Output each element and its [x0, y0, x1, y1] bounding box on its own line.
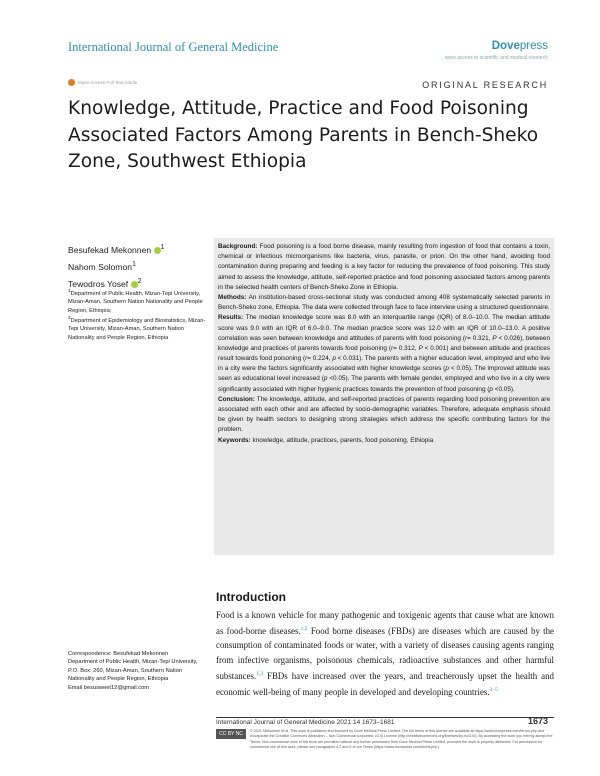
- email-link[interactable]: Email besusweet12@gmail.com: [68, 684, 150, 691]
- introduction-text: Food is a known vehicle for many pathogenic and toxigenic agents that cause what are known as food-borne diseases.$^{1,2}$ Food borne diseases (FBDs) are diseases which are caused by the consumption of contaminated foods or water, with a variety of diseases causing agents ranging from infective organisms, poisonous chemicals, radioactive substances and other harmful substances.$^{1,3}$ FBDs have increased over the years, and treacherously upset the health and economic well-being of many people in developed and developing countries.$^{3-5}$: [216, 610, 554, 697]
- license-text: © 2021 Mekonnen et al. This work is published and licensed by Dove Medical Press Limited. The full terms of this license are available at https://www.dovepress.com/terms.php and incorporate the Creative Commons Attribution – Non Commercial (unported, v3.0) License (http://creativecommons.org/licenses/by-nc/3.0/). By accessing the work you hereby accept the Terms. Non-commercial uses of the work are permitted without any further permission from Dove Medical Press Limited, provided the work is properly attributed. For permission for commercial use of this work, please see paragraphs 4.2 and 5 of our Terms (https://www.dovepress.com/terms.php).: [250, 729, 553, 750]
- abstract-keywords: Keywords: knowledge, attitude, practices, parents, food poisoning, Ethiopia: [218, 436, 434, 444]
- abstract-background: Background: Food poisoning is a food borne disease, mainly resulting from ingestion of food that contains a toxin, chemical or infectious microorganisms like bacteria, virus, parasite, or prion. On the other hand, avoiding food contamination during preparing and feeding is a key factor for reducing the prevalence of food poisoning. This study aimed to assess the knowledge, attitude, self-reported practice and food poisoning associated factors among parents in the selected health centers of Bench-Sheko Zone in Ethiopia.: [218, 243, 550, 291]
- correspondence: Correspondence: Besufekad Mekonnen Department of Public Health, Mizan-Tepi University, P.O. Box: 260, Mizan-Aman, Southern Nation Nationality and People Region, Ethiopia Email besusweet12@gmail.com: [68, 650, 208, 692]
- citation-link[interactable]: 1,3: [256, 670, 264, 677]
- author: Nahom Solomon$^1$: [68, 259, 136, 272]
- article-type: ORIGINAL RESEARCH: [422, 80, 548, 90]
- orcid-icon[interactable]: [131, 281, 138, 288]
- orcid-icon[interactable]: [154, 247, 161, 254]
- abstract-conclusion: Conclusion: The knowledge, attitude, and self-reported practices of parents regarding food poisoning prevention are associated with each other and are affected by socio-demographic variables. Therefore, adequate emphasis should be given by health sectors to designing strong strategies which address the specific contributing factors for the problem.: [218, 395, 550, 434]
- abstract-box: [214, 238, 554, 555]
- citation-link[interactable]: 1,2: [300, 626, 308, 633]
- open-access-icon: [68, 79, 75, 86]
- abstract-methods: Methods: An institution-based cross-sectional study was conducted among 408 systematically selected parents in Bench-Sheko zone, Ethiopia. The data were collected through face to face interview using a structured questionnaire.: [218, 293, 550, 312]
- open-access-label: Open Access Full Text Article: [68, 79, 137, 86]
- affiliation: $^2$Department of Epidemiology and Biostatistics, Mizan-Tepi University, Mizan-Aman, Southern Nation Nationality and People Region, Ethiopia: [68, 316, 206, 341]
- author: Tewodros Yosef $^2$: [68, 276, 142, 289]
- cc-license-icon[interactable]: CC BY NC: [216, 729, 246, 739]
- affiliation: $^1$Department of Public Health, Mizan-Tepi University, Mizan-Aman, Southern Nation Nationality and People Region, Ethiopia;: [68, 289, 203, 314]
- journal-reference: International Journal of General Medicine 2021:14 1673–1681: [216, 719, 395, 726]
- affiliations: [68, 288, 206, 342]
- page-number: 1673: [527, 716, 548, 726]
- publisher-logo: Dovepress: [491, 40, 548, 52]
- author: Besufekad Mekonnen $^1$: [68, 243, 165, 255]
- section-heading: Introduction: [216, 590, 286, 604]
- footer-divider: [216, 717, 554, 718]
- citation-link[interactable]: 3–5: [489, 686, 498, 693]
- article-title: Knowledge, Attitude, Practice and Food Poisoning Associated Factors Among Parents in Bench-Sheko Zone, Southwest Ethiopia: [68, 98, 539, 172]
- journal-name: International Journal of General Medicine: [68, 40, 279, 54]
- publisher-tagline: open access to scientific and medical research: [444, 55, 548, 61]
- author-list: [68, 240, 208, 291]
- abstract-results: Results: The median knowledge score was 8.0 with an interquartile range (IQR) of 8.0–10.0. The median attitude score was 9.0 with an IQR of 6.0–9.0. The median practice score was 12.0 with an IQR of 10.0–13.0. A positive correlation was seen between knowledge and attitudes of parents with food poisoning (r= 0.321, P < 0.026), between knowledge and practices of parents towards food poisoning (r= 0.312, P < 0.001) and between attitude and practices result towards food poisoning (r= 0.224, p < 0.031). The parents with a higher education level, employed and who live in a city were the factors significantly associated with higher knowledge scores (p < 0.05). The improved attitude was seen as educational level increased (p <0.05). The parents with female gender, employed and who live in a city were significantly associated with higher hygienic practices towards the prevention of food poisoning (p <0.05).: [218, 314, 551, 393]
